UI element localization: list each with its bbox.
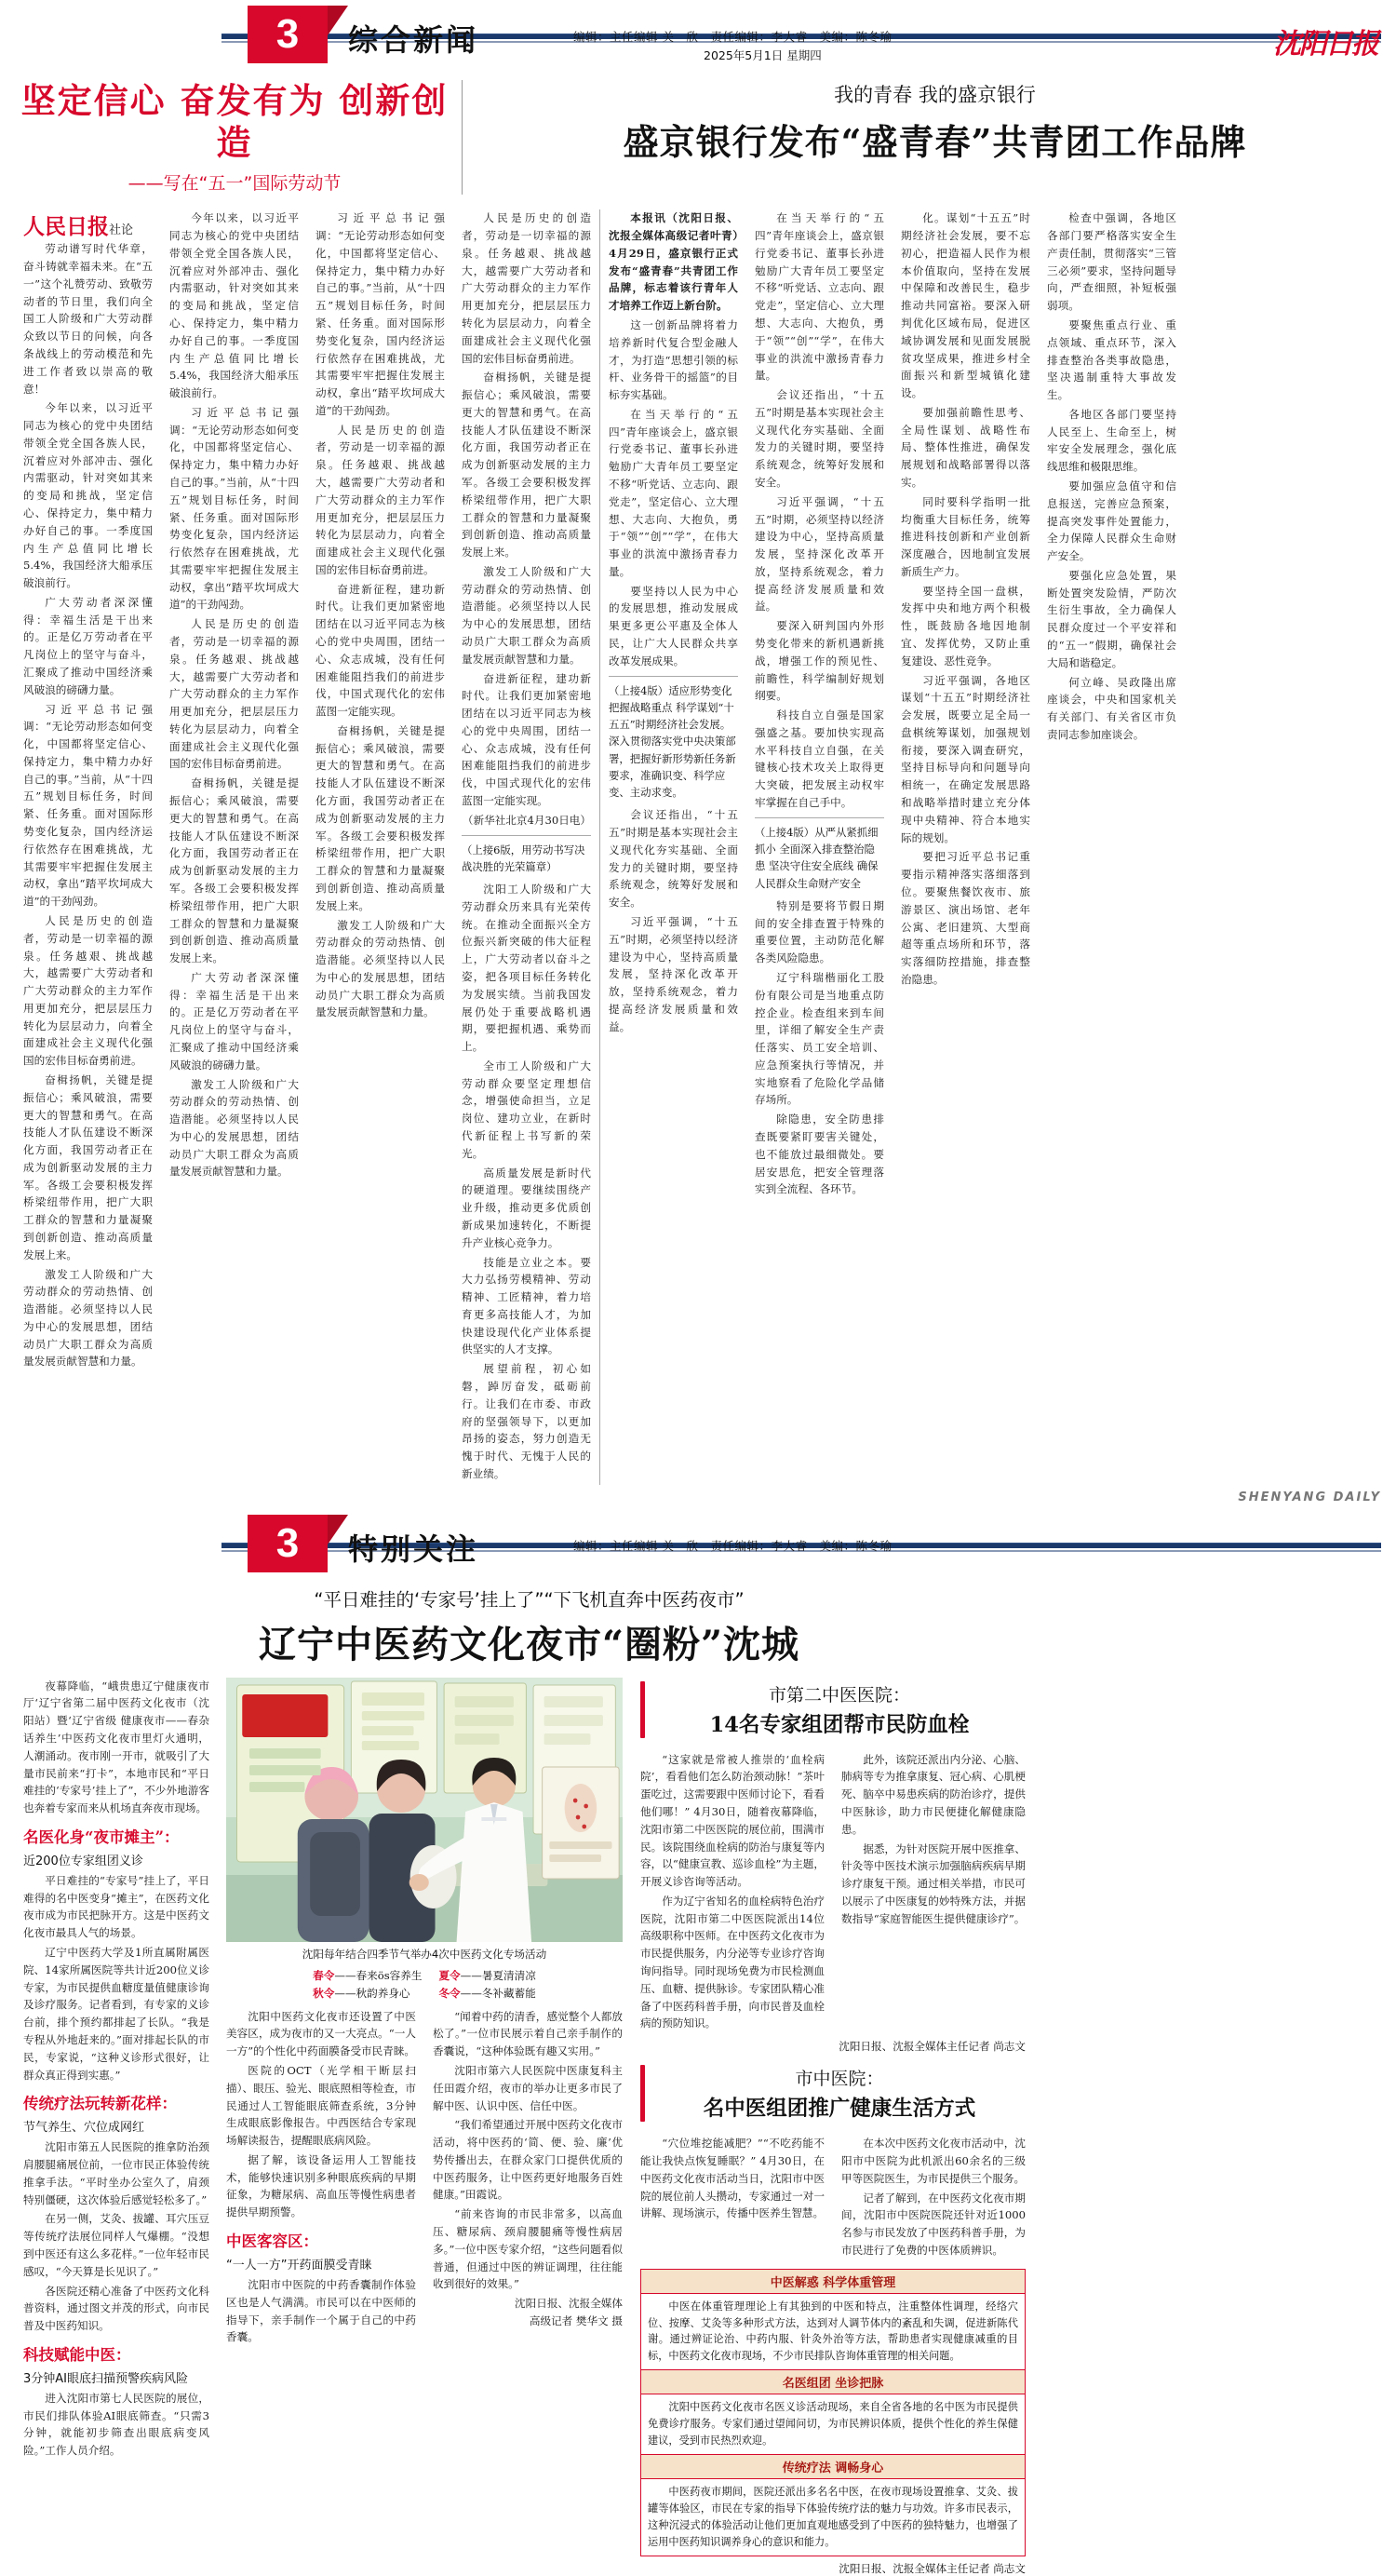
lead-para: 奋进新征程，建功新时代。让我们更加紧密地团结在以习近平同志为核心的党中央周围，团结一心、众志成城，没有任何困难能阻挡我们的前进步伐，中国式现代化的宏伟蓝图一定能实现。 — [462, 671, 591, 808]
lead-para: 人民是历史的创造者，劳动是一切幸福的源泉。任务越艰、挑战越大，越需要广大劳动者和广大劳动群众的主力军作用更加充分，把层层压力转化为层层动力，向着全面建成社会主义现代化强国的宏伟目标奋勇前进。 — [23, 913, 153, 1068]
lead-para: 广大劳动者深深懂得：幸福生活是干出来的。正是亿万劳动者在平凡岗位上的坚守与奋斗，汇聚成了推动中国经济乘风破浪的磅礴力量。 — [169, 970, 299, 1072]
column-1 — [15, 209, 161, 1484]
planning-para: 化。谋划“十五五”时期经济社会发展，要不忘初心，把造福人民作为根本价值取向，坚持在发展中保障和改善民生，稳步推动共同富裕。要深入研判优化区域布局，促进区域协调发展和见面发展脱贫攻坚成果，推进乡村全面振兴和新型城镇化建设。 — [901, 211, 1030, 400]
lead-para: 劳动谱写时代华章，奋斗铸就幸福未来。在“五一”这个礼赞劳动、致敬劳动者的节日里，我们向全国工人阶级和广大劳动群众致以节日的问候，向各条战线上的劳动模范和先进工作者致以崇高的敬意！ — [23, 242, 153, 396]
season-item: 夏令——暑夏清清凉 — [438, 1968, 536, 1982]
page-number: 3 — [275, 1519, 300, 1566]
publication-date: 2025年5月1日 星期四 — [704, 48, 822, 62]
feature-headline-block — [15, 1585, 1043, 1668]
column-4 — [453, 209, 599, 1484]
planning-para: 要坚持全国一盘棋，发挥中央和地方两个积极性，既鼓励各地因地制宜、发挥优势，又防止重复建设、恶性竞争。 — [901, 584, 1030, 668]
feature-para: “前来咨询的市民非常多，以高血压、糖尿病、颈肩腰腿痛等慢性病居多。”一位中医专家介绍，“这些问题看似普通，但通过中医的辨证调理，往往能收到很好的效果。” — [433, 2207, 623, 2291]
bank-para: 要坚持以人民为中心的发展思想，推动发展成果更多更公平惠及全体人民，让广大人民群众共享改革发展成果。 — [609, 584, 738, 668]
feature-kicker: “平日难挂的‘专家号’挂上了”“下飞机直奔中医药夜市” — [314, 1588, 745, 1611]
lead-para: 习近平总书记强调：“无论劳动形态如何变化，中国都将坚定信心、保持定力，集中精力办好自己的事。”当前，从“十四五”规划目标任务，时间紧、任务重。面对国际形势变化复杂，国内经济运行依然存在困难挑战，尤其需要牢牢把握住发展主动权，拿出“踏平坎坷成大道”的干劲闯劲。 — [169, 405, 299, 612]
feature-section-title: 科技赋能中医： — [23, 2345, 131, 2364]
continuation-para: 技能是立业之本。要大力弘扬劳模精神、劳动精神、工匠精神，着力培育更多高技能人才，为加快建设现代化产业体系提供坚实的人才支撑。 — [462, 1255, 591, 1356]
hospital2-col-1 — [640, 2135, 833, 2260]
lead-para: 习近平总书记强调：“无论劳动形态如何变化，中国都将坚定信心、保持定力，集中精力办好自己的事。”当前，从“十四五”规划目标任务，时间紧、任务重。面对国际形势变化复杂，国内经济运行依然存在困难挑战，尤其需要牢牢把握住发展主动权，拿出“踏平坎坷成大道”的干劲闯劲。 — [315, 211, 445, 417]
feature-photo — [226, 1678, 623, 1942]
peoples-daily-logo: 人民日报社论 — [23, 214, 134, 240]
hospital1-signature: 沈阳日报、沈报全媒体主任记者 尚志文 — [839, 2040, 1026, 2054]
hospital2-para: 记者了解到，在中医药文化夜市期间，沈阳市中医院医院还针对近1000名参与市民发放了中医药科普手册，为市民进行了免费的中医体质辨识。 — [841, 2191, 1026, 2257]
bank-para: 在当天举行的“五四”青年座谈会上，盛京银行党委书记、董事长孙进勉励广大青年员工要坚定不移“听党话、立志向、跟党走”，坚定信心、立大理想、大志向、大抱负，勇于“领”“创”“学”，在伟大事业的洪流中激扬青春力量。 — [755, 211, 884, 383]
top-columns — [15, 209, 1381, 1484]
feature-section-subtitle: 3分钟AI眼底扫描预警疾病风险 — [23, 2371, 188, 2386]
feature-section-subtitle: 近200位专家组团义诊 — [23, 1854, 143, 1868]
red-accent-bar — [640, 1681, 645, 1738]
safety-para: 要把习近平总书记重要指示精神落实落细落到位。要聚焦餐饮夜市、旅游景区、演出场馆、老年公寓、老旧建筑、大型商超等重点场所和环节，落实落细防控措施，排查整治隐患。 — [901, 850, 1030, 986]
safety-para: 除隐患，安全防患排查既要紧盯要害关键处，也不能放过最细微处。要居安思危，把安全管理落实到全流程、各环节。 — [755, 1113, 884, 1196]
column-5 — [600, 209, 746, 1484]
lead-para: 今年以来，以习近平同志为核心的党中央团结带领全党全国各族人民，沉着应对外部冲击、强化内需驱动，针对突如其来的变局和挑战，坚定信心、保持定力，集中精力办好自己的事。一季度国内生产总值同比增长5.4%，我国经济大船承压破浪前行。 — [169, 211, 299, 400]
feature-para: 沈阳市第六人民医院中医康复科主任田霞介绍，夜市的举办让更多市民了解中医、认识中医、信任中医。 — [433, 2064, 623, 2112]
feature-headline: 辽宁中医药文化夜市“圈粉”沈城 — [258, 1622, 799, 1666]
safety-para: 检查中强调，各地区各部门要严格落实安全生产责任制，贯彻落实“三管三必须”要求，坚持问题导向，严查细照，补短板强弱项。 — [1047, 211, 1176, 313]
hospital2-name: 市中医院： — [795, 2069, 884, 2090]
hospital2-para: “穴位堆挖能减肥？”“不吃药能不能让我快点恢复睡眠？” 4月30日，在中医药文化夜市活动当日，沈阳市中医院的展位前人头攒动，专家通过一对一讲解、现场演示，传播中医养生智慧。 — [640, 2137, 825, 2220]
hospital1-para: 作为辽宁省知名的血栓病特色治疗医院，沈阳市第二中医医院派出14位高级职称中医师。在中医药文化夜市为市民提供服务，内分泌等专业诊疗咨询询问指导。同时现场免费为市民检测血压、血糖、提供脉诊。专家团队精心准备了中医药科普手册，向市民普及血栓病的预防知识。 — [640, 1894, 825, 2030]
feature-subcolumn-1 — [226, 2008, 424, 2349]
feature-para: 沈阳中医药文化夜市还设置了中医美容区，成为夜市的又一大亮点。“一人一方”的个性化中药面膜备受市民青睐。 — [226, 2009, 416, 2058]
lead-headline: 坚定信心 奋发有为 创新创造 — [20, 80, 449, 164]
sidebar-column — [632, 1678, 1034, 2576]
planning-para: 同时要科学指明一批均衡重大目标任务，统筹推进科技创新和产业创新深度融合，因地制宜发展新质生产力。 — [901, 494, 1030, 578]
feature-para: “我们希望通过开展中医药文化夜市活动，将中医药的‘简、便、验、廉’优势传播出去，在群众家门口提供优质的中医药服务，让中医药更好地服务百姓健康。”田霞说。 — [433, 2118, 623, 2202]
lead-para: 奋楫扬帆，关键是提振信心；乘风破浪，需要更大的智慧和勇气。在高技能人才队伍建设不断深化方面，我国劳动者正在成为创新驱动发展的主力军。各级工会要积极发挥桥梁纽带作用，把广大职工群众的智慧和力量凝聚到创新创造、推动高质量发展上来。 — [315, 723, 445, 912]
feature-para: 平日难挂的“专家号”挂上了，平日难得的名中医变身“摊主”，在医药文化夜市成为市民把脉开方。这是中医药文化夜市最具人气的场景。 — [23, 1873, 209, 1940]
bank-para: 要深入研判国内外形势变化带来的新机遇新挑战，增强工作的预见性、前瞻性，科学编制好规划纲要。 — [755, 619, 884, 703]
photo-illustration — [226, 1678, 623, 1942]
newspaper-logo: 沈阳日报 — [1273, 28, 1377, 61]
lead-subheadline: ——写在“五一”国际劳动节 — [128, 173, 342, 195]
editor-credit: 编辑：主任编辑 关 欣 责任编辑：李大睿 美编：陈冬瑜 — [573, 1538, 893, 1553]
continuation-para: 展望前程，初心如磐，踔厉奋发，砥砺前行。让我们在市委、市政府的坚强领导下，以更加昂扬的姿态，努力创造无愧于时代、无愧于人民的新业绩。 — [462, 1362, 591, 1480]
season-item: 冬令——冬补藏蓄能 — [438, 1986, 536, 2000]
lead-para: 广大劳动者深深懂得：幸福生活是干出来的。正是亿万劳动者在平凡岗位上的坚守与奋斗，汇聚成了推动中国经济乘风破浪的磅礴力量。 — [23, 595, 153, 696]
feature-section-title: 中医客容区： — [226, 2232, 318, 2251]
bank-para: 在当天举行的“五四”青年座谈会上，盛京银行党委书记、董事长孙进勉励广大青年员工要坚定不移“听党话、立志向、跟党走”，坚定信心、立大理想、大志向、大抱负，勇于“领”“创”“学”，在伟大事业的洪流中激扬青春力量。 — [609, 407, 738, 578]
safety-para: 特别是要将节假日期间的安全排查置于特殊的重要位置，主动防范化解各类风险隐患。 — [755, 898, 884, 965]
lead-para: 人民是历史的创造者，劳动是一切幸福的源泉。任务越艰、挑战越大，越需要广大劳动者和广大劳动群众的主力军作用更加充分，把层层压力转化为层层动力，向着全面建成社会主义现代化强国的宏伟目标奋勇前进。 — [462, 211, 591, 365]
page-number: 3 — [275, 11, 300, 57]
lead-source: （新华社北京4月30日电） — [462, 813, 591, 827]
info-box-heading: 名医组团 坐诊把脉 — [641, 2369, 1025, 2394]
section-title: 综合新闻 — [348, 22, 479, 58]
bank-para: 会议还指出，“十五五”时期是基本实现社会主义现代化夯实基础、全面发力的关键时期，要坚持系统观念，统筹好发展和安全。 — [609, 808, 738, 910]
info-box-body: 中医在体重管理理论上有其独到的中医和特点，注重整体性调理，经络穴位、按摩、艾灸等多种形式方法，达到对人调节体内的紊乱和失调，促进新陈代谢。通过辨证论治、中药内服、针灸外治等方法，帮助患者实现健康减重的目标，中医药文化夜市现场，不少市民排队咨询体重管理的相关问题。 — [648, 2300, 1018, 2363]
bank-headline-block — [462, 80, 1381, 195]
feature-byline: 沈阳日报、沈报全媒体 高级记者 樊华文 摄 — [515, 2297, 623, 2327]
masthead-top — [15, 6, 1381, 63]
column-6 — [746, 209, 893, 1484]
hospital2-headline: 名中医组团推广健康生活方式 — [703, 2097, 976, 2122]
feature-section-subtitle: “一人一方”开药面膜受青睐 — [226, 2259, 372, 2273]
lead-para: 今年以来，以习近平同志为核心的党中央团结带领全党全国各族人民，沉着应对外部冲击、强化内需驱动，针对突如其来的变局和挑战，坚定信心、保持定力，集中精力办好自己的事。一季度国内生产总值同比增长5.4%，我国经济大船承压破浪前行。 — [23, 401, 153, 590]
feature-para: 据了解，该设备运用人工智能技术，能够快速识别多种眼底疾病的早期征象，为糖尿病、高血压等慢性病患者提供早期预警。 — [226, 2152, 416, 2219]
bank-kicker: 我的青春 我的盛京银行 — [834, 84, 1036, 106]
feature-intro: 夜幕降临，“峨贵患辽宁健康夜市厅‘辽宁省第二届中医药文化夜市（沈阳站）暨‘辽宁省级 健康夜市——春杂话养生’中医药文化夜市里灯火通明，人潮涌动。夜市刚一开市，就吸引了大量市民前来“打卡”，本地市民和“平日难挂的‘专家号’挂上了”，不少外地游客也奔着专家而来从机场直奔夜市现场。 — [23, 1679, 209, 1815]
bank-para: 这一创新品牌将着力培养新时代复合型金融人才，为打造“思想引领的标杆、业务骨干的摇篮”的目标夯实基础。 — [609, 317, 738, 402]
feature-para: 进入沈阳市第七人民医院的展位，市民们排队体验AI眼底筛查。“只需3分钟，就能初步筛查出眼底病变风险。”工作人员介绍。 — [23, 2391, 209, 2458]
column-2 — [161, 209, 307, 1484]
section-note: （上接4版）适应形势变化 把握战略重点 科学谋划“十五五”时期经济社会发展。深入贯彻落实党中央决策部署，把握好新形势新任务新要求，准确识变、科学应变、主动求变。 — [609, 683, 736, 800]
lead-para: 激发工人阶级和广大劳动群众的劳动热情、创造潜能。必须坚持以人民为中心的发展思想，团结动员广大职工群众为高质量发展贡献智慧和力量。 — [462, 564, 591, 666]
planning-para: 要加强前瞻性思考、全局性谋划、战略性布局、整体性推进，确保发展规划和战略部署得以落实。 — [901, 405, 1030, 489]
continuation-note: （上接6版，用劳动书写决战决胜的光荣篇章） — [462, 843, 585, 873]
feature-para: 辽宁中医药大学及1所直属附属医院、14家所属医院等共计近200位义诊专家，为市民提供血糖度量值健康诊询及诊疗服务。记者看到，有专家的义诊台前，排个预约都排起了长队。“我是专程从外地赶来的。”面对排起长队的市民，专家说，“这种义诊形式很好，让群众真正得到实惠。” — [23, 1946, 209, 2082]
feature-para: 在另一侧，艾灸、拔罐、耳穴压豆等传统疗法展位同样人气爆棚。“没想到中医还有这么多花样。”一位年轻市民感叹，“今天算是长见识了。” — [23, 2212, 209, 2278]
photo-caption: 沈阳每年结合四季节气举办4次中医药文化专场活动 — [302, 1947, 547, 1961]
hospital2-para: 在本次中医药文化夜市活动中，沈阳市中医院为此机派出60余名的三级甲等医院医生，为市民提供三个服务。 — [841, 2137, 1026, 2185]
safety-para: 要加强应急值守和信息报送，完善应急预案，提高突发事件处置能力，全力保障人民群众生命财产安全。 — [1047, 479, 1176, 563]
bank-para: 习近平强调，“十五五”时期，必须坚持以经济建设为中心，坚持高质量发展，坚持深化改革开放，坚持系统观念，着力提高经济发展质量和效益。 — [755, 494, 884, 614]
season-list — [226, 1968, 623, 2001]
feature-para: 沈阳市中医院的中药香囊制作体验区也是人气满满。市民可以在中医师的指导下，亲手制作一个属于自己的中药香囊。 — [226, 2278, 416, 2344]
safety-para: 要强化应急处置，果断处置突发险情，严防次生衍生事故，全力确保人民群众度过一个平安祥和的“五一”假期，确保社会大局和谐稳定。 — [1047, 568, 1176, 669]
info-box-body: 中医药夜市期间，医院还派出多名名中医，在夜市现场设置推拿、艾灸、拔罐等体验区，市民在专家的指导下体验传统疗法的魅力与功效。许多市民表示，这种沉浸式的体验活动让他们更加直观地感受到了中医药的独特魅力，也增强了运用中医药知识调养身心的意识和能力。 — [648, 2486, 1018, 2548]
headline-row — [15, 80, 1381, 195]
editor-credit: 编辑：主任编辑 关 欣 责任编辑：李大睿 美编：陈冬瑜 — [573, 30, 893, 44]
info-box-heading: 中医解惑 科学体重管理 — [641, 2270, 1025, 2294]
safety-para: 各地区各部门要坚持人民至上、生命至上，树牢安全发展理念，强化底线思维和极限思维。 — [1047, 407, 1176, 474]
divider — [755, 817, 884, 818]
continuation-para: 沈阳工人阶级和广大劳动群众历来具有光荣传统。在推动全面振兴全方位振兴新突破的伟大征程上，广大劳动者以奋斗之姿，把各项目标任务转化为发展实绩。当前我国发展仍处于重要战略机遇期，要把握机遇、乘势而上。 — [462, 883, 591, 1054]
newspaper-page — [0, 6, 1396, 2575]
feature-para: “闻着中药的清香，感觉整个人都放松了。”一位市民展示着自己亲手制作的香囊说，“这种体验既有趣又实用。” — [433, 2009, 623, 2058]
feature-column-2 — [218, 1678, 631, 2349]
lead-headline-block — [15, 80, 454, 195]
feature-header-row — [15, 1585, 1381, 1668]
lead-para: 激发工人阶级和广大劳动群众的劳动热情、创造潜能。必须坚持以人民为中心的发展思想，团结动员广大职工群众为高质量发展贡献智慧和力量。 — [169, 1077, 299, 1179]
bank-para: 会议还指出，“十五五”时期是基本实现社会主义现代化夯实基础、全面发力的关键时期，要坚持系统观念，统筹好发展和安全。 — [755, 388, 884, 489]
safety-note: （上接4版）从严从紧抓细抓小 全面深入排查整治隐患 坚决守住安全底线 确保人民群众生命财产安全 — [755, 825, 879, 890]
feature-subcolumn-2 — [424, 2008, 623, 2349]
continuation-para: 全市工人阶级和广大劳动群众要坚定理想信念，增强使命担当，立足岗位、建功立业，在新时代新征程上书写新的荣光。 — [462, 1059, 591, 1160]
masthead-bottom — [15, 1515, 1381, 1572]
season-item: 秋令——秋韵养身心 — [313, 1986, 410, 2000]
hospital2-signature: 沈阳日报、沈报全媒体主任记者 尚志文 — [839, 2561, 1026, 2575]
lead-para: 奋进新征程，建功新时代。让我们更加紧密地团结在以习近平同志为核心的党中央周围，团结一心、众志成城，没有任何困难能阻挡我们的前进步伐，中国式现代化的宏伟蓝图一定能实现。 — [315, 582, 445, 719]
feature-column-1 — [15, 1678, 218, 2461]
section-title: 特别关注 — [348, 1531, 479, 1567]
info-box-heading: 传统疗法 调畅身心 — [641, 2454, 1025, 2479]
bank-para: 科技自立自强是国家强盛之基。要加快实现高水平科技自立自强，在关键核心技术攻关上取得更大突破，把发展主动权牢牢掌握在自己手中。 — [755, 708, 884, 810]
hospital1-name: 市第二中医医院： — [768, 1684, 910, 1706]
safety-para: 要聚焦重点行业、重点领域、重点环节，深入排查整治各类事故隐患，坚决遏制重特大事故发生。 — [1047, 317, 1176, 402]
column-7 — [893, 209, 1039, 1484]
hospital1-para: 此外，该院还派出内分泌、心脑、肺病等专为推拿康复、冠心病、心肌梗死、脑卒中易患疾病的防治诊疗，提供中医脉诊，助力市民便捷化解健康隐患。 — [841, 1752, 1026, 1836]
season-item: 春令——春来ös容养生 — [313, 1968, 423, 1982]
info-box — [640, 2269, 1026, 2556]
continuation-para: 高质量发展是新时代的硬道理。要继续围绕产业升级，推动更多优质创新成果加速转化，不断提升产业核心竞争力。 — [462, 1166, 591, 1249]
divider — [609, 676, 738, 677]
bank-headline: 盛京银行发布“盛青春”共青团工作品牌 — [623, 121, 1247, 163]
info-box-body: 沈阳中医药文化夜市名医义诊活动现场，来自全省各地的名中医为市民提供免费诊疗服务。专家们通过望闻问切，为市民辨识体质，提供个性化的养生保健建议，受到市民热烈欢迎。 — [648, 2401, 1018, 2448]
feature-section-title: 传统疗法玩转新花样： — [23, 2095, 177, 2113]
hospital1-header — [640, 1681, 1026, 1738]
planning-para: 习近平强调，各地区谋划“十五五”时期经济社会发展，既要立足全局一盘棋统筹谋划，加强规划衔接，要深入调查研究，坚持目标导向和问题导向相统一，在确定发展思路和战略举措时建立充分体现中央精神、符合本地实际的规划。 — [901, 673, 1030, 844]
lead-para: 人民是历史的创造者，劳动是一切幸福的源泉。任务越艰、挑战越大，越需要广大劳动者和广大劳动群众的主力军作用更加充分，把层层压力转化为层层动力，向着全面建成社会主义现代化强国的宏伟目标奋勇前进。 — [315, 423, 445, 576]
feature-para: 沈阳市第五人民医院的推拿防治颈肩腰腿痛展位前，一位市民正体验传统推拿手法。“平时坐办公室久了，肩颈特别僵硬，这次体验后感觉轻松多了。” — [23, 2140, 209, 2206]
safety-para: 辽宁科瑞楷丽化工股份有限公司是当地重点防控企业。检查组来到车间里，详细了解安全生产责任落实、员工安全培训、应急预案执行等情况，并实地察看了危险化学品储存场所。 — [755, 970, 884, 1107]
column-3 — [307, 209, 453, 1484]
lead-para: 习近平总书记强调：“无论劳动形态如何变化，中国都将坚定信心、保持定力，集中精力办好自己的事。”当前，从“十四五”规划目标任务，时间紧、任务重。面对国际形势变化复杂，国内经济运行依然存在困难挑战，尤其需要牢牢把握住发展主动权，拿出“踏平坎坷成大道”的干劲闯劲。 — [23, 702, 153, 909]
bank-para: 习近平强调，“十五五”时期，必须坚持以经济建设为中心，坚持高质量发展，坚持深化改革开放，坚持系统观念，着力提高经济发展质量和效益。 — [609, 915, 738, 1033]
newspaper-logo-english: SHENYANG DAILY — [1238, 1490, 1381, 1504]
lead-para: 激发工人阶级和广大劳动群众的劳动热情、创造潜能。必须坚持以人民为中心的发展思想，团结动员广大职工群众为高质量发展贡献智慧和力量。 — [23, 1267, 153, 1369]
lead-para: 奋楫扬帆，关键是提振信心；乘风破浪，需要更大的智慧和勇气。在高技能人才队伍建设不断深化方面，我国劳动者正在成为创新驱动发展的主力军。各级工会要积极发挥桥梁纽带作用，把广大职工群众的智慧和力量凝聚到创新创造、推动高质量发展上来。 — [462, 371, 591, 560]
red-accent-bar — [640, 2065, 645, 2122]
feature-section-subtitle: 节气养生、穴位成网红 — [23, 2121, 145, 2136]
feature-para: 医院的OCT（光学相干断层扫描）、眼压、验光、眼底照相等检查，市民通过人工智能眼底筛查系统，3分钟生成眼底影像报告。中西医结合专家现场解读报告，提醒眼底病风险。 — [226, 2064, 416, 2148]
lead-para: 奋楫扬帆，关键是提振信心；乘风破浪，需要更大的智慧和勇气。在高技能人才队伍建设不断深化方面，我国劳动者正在成为创新驱动发展的主力军。各级工会要积极发挥桥梁纽带作用，把广大职工群众的智慧和力量凝聚到创新创造、推动高质量发展上来。 — [169, 776, 299, 965]
bank-para: 本报讯（沈阳日报、沈报全媒体高级记者叶青）4月29日，盛京银行正式发布“盛青春”共青团工作品牌，标志着该行青年人才培养工作迈上新台阶。 — [609, 211, 738, 313]
hospital1-para: “这家就是常被人推崇的‘血栓病院’，看看他们怎么防治颈动脉！”茶叶蛋吃过，这需要跟中医师讨论下，看看他们哪！” 4月30日，随着夜幕降临，沈阳市第二中医医院的展位前，围满市民。该院围绕血栓病的防治与康复等内容，以“健康宣教、巡诊血栓”为主题，开展义诊咨询等活动。 — [640, 1752, 825, 1889]
hospital1-headline: 14名专家组团帮市民防血栓 — [709, 1712, 970, 1737]
hospital2-header — [640, 2065, 1026, 2122]
column-8 — [1039, 209, 1185, 1484]
hospital1-col-2 — [833, 1751, 1026, 2035]
divider — [462, 835, 591, 836]
hospital1-col-1 — [640, 1751, 833, 2035]
lead-para: 人民是历史的创造者，劳动是一切幸福的源泉。任务越艰、挑战越大，越需要广大劳动者和广大劳动群众的主力军作用更加充分，把层层压力转化为层层动力，向着全面建成社会主义现代化强国的宏伟目标奋勇前进。 — [169, 617, 299, 771]
feature-para: 各医院还精心准备了中医药文化科普资料，通过图文并茂的形式，向市民普及中医药知识。 — [23, 2284, 209, 2333]
lead-para: 激发工人阶级和广大劳动群众的劳动热情、创造潜能。必须坚持以人民为中心的发展思想，团结动员广大职工群众为高质量发展贡献智慧和力量。 — [315, 918, 445, 1019]
feature-columns — [15, 1678, 1381, 2576]
hospital2-col-2 — [833, 2135, 1026, 2260]
planning-para: 何立峰、吴政隆出席座谈会，中央和国家机关有关部门、有关省区市负责同志参加座谈会。 — [1047, 675, 1176, 741]
hospital1-para: 据悉，为针对医院开展中医推拿、针灸等中医技术演示加强脑病疾病早期诊疗康复干预。通过相关举措，市民可以展示了中医康复的妙特殊方法，并据数指导“家庭智能医生提供健康诊疗”。 — [841, 1841, 1026, 1925]
lead-para: 奋楫扬帆，关键是提振信心；乘风破浪，需要更大的智慧和勇气。在高技能人才队伍建设不断深化方面，我国劳动者正在成为创新驱动发展的主力军。各级工会要积极发挥桥梁纽带作用，把广大职工群众的智慧和力量凝聚到创新创造、推动高质量发展上来。 — [23, 1072, 153, 1261]
feature-section-title: 名医化身“夜市摊主”： — [23, 1827, 180, 1846]
